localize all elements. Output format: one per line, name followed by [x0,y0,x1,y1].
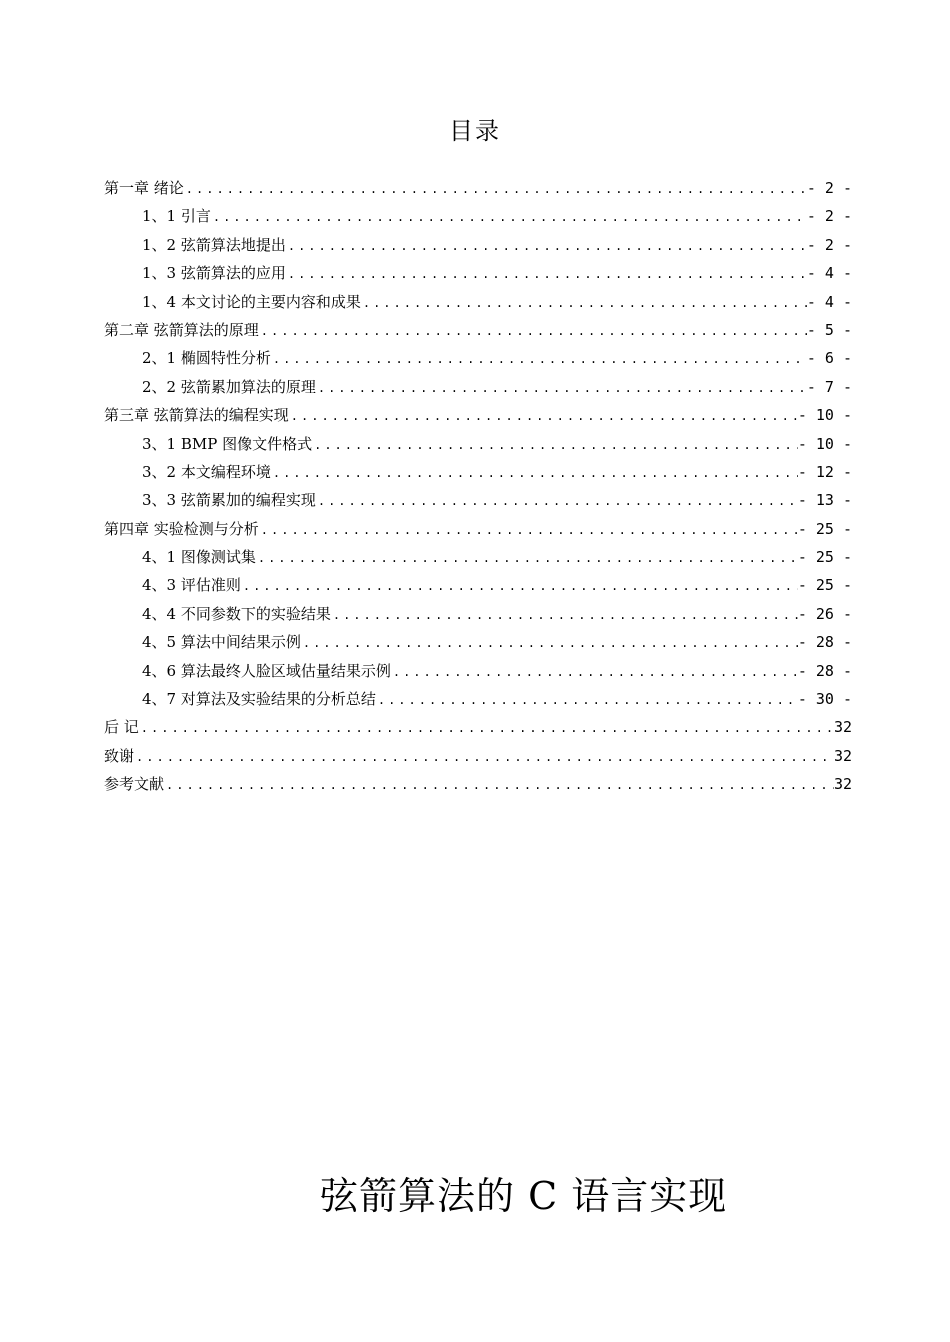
toc-entry-label: 4、3 评估准则 [142,576,241,595]
toc-entry-label: 2、1 椭圆特性分析 [142,349,271,368]
toc-dot-leader [316,374,807,401]
toc-dot-leader [316,487,798,514]
toc-entry[interactable] [104,600,852,628]
toc-page-number: - 28 - [797,633,852,652]
toc-page-number: - 25 - [797,576,852,595]
toc-page-number: - 25 - [797,519,852,538]
toc-entry-label: 第二章 弦箭算法的原理 [104,320,259,339]
toc-entry[interactable] [104,401,852,429]
toc-page-number: - 2 - [806,207,852,226]
toc-entry[interactable] [104,458,852,486]
toc-dot-leader [134,743,834,770]
toc-entry-label: 4、1 图像测试集 [142,548,256,567]
toc-page-number: - 2 - [806,179,852,197]
toc-entry-label: 参考文献 [104,775,165,794]
toc-dot-leader [259,516,798,543]
toc-entry[interactable] [104,713,852,741]
toc-page-number: 32 [833,718,852,737]
toc-entry-label: 1、3 弦箭算法的应用 [142,264,286,283]
toc-page-number: - 10 - [797,406,852,425]
toc-entry-label: 4、6 算法最终人脸区域估量结果示例 [142,661,391,680]
toc-entry[interactable] [104,770,852,798]
toc-page-number: - 2 - [806,235,852,254]
toc-dot-leader [139,714,834,741]
toc-entry-label: 致谢 [104,746,135,765]
toc-entry[interactable] [104,344,852,372]
toc-page-number: - 25 - [797,548,852,567]
toc-dot-leader [259,317,807,344]
toc-dot-leader [286,232,807,259]
toc-dot-leader [184,175,807,202]
toc-dot-leader [361,289,807,316]
toc-entry[interactable] [104,231,852,259]
toc-page-number: - 28 - [797,661,852,680]
toc-heading: 目录 [449,117,501,145]
toc-dot-leader [312,431,798,458]
toc-entry[interactable] [104,288,852,316]
toc-dot-leader [286,260,807,287]
toc-entry-label: 后 记 [104,718,139,737]
toc-page-number: - 4 - [806,264,852,283]
toc-entry[interactable] [104,259,852,287]
toc-entry[interactable] [104,742,852,770]
toc-page-number: - 6 - [806,349,852,368]
toc-dot-leader [376,686,798,713]
toc-entry[interactable] [104,628,852,656]
toc-entry[interactable] [104,543,852,571]
toc-entry-label: 第四章 实验检测与分析 [104,519,259,538]
toc-entry-label: 1、2 弦箭算法地提出 [142,235,286,254]
toc-dot-leader [271,345,807,372]
toc-dot-leader [241,572,798,599]
document-title: 弦箭算法的 C 语言实现 [320,1174,728,1218]
toc-entry-label: 2、2 弦箭累加算法的原理 [142,377,316,396]
toc-entry[interactable] [104,515,852,543]
toc-entry-label: 第三章 弦箭算法的编程实现 [104,406,289,425]
toc-page-number: - 13 - [797,491,852,510]
toc-entry-label: 1、1 引言 [142,207,211,226]
toc-entry[interactable] [104,316,852,344]
toc-entry[interactable] [104,430,852,458]
toc-entry-label: 1、4 本文讨论的主要内容和成果 [142,292,361,311]
toc-dot-leader [164,771,834,798]
toc-page-number: - 30 - [797,690,852,709]
toc-entry[interactable] [104,486,852,514]
toc-page-number: - 10 - [797,434,852,453]
toc-entry[interactable] [104,657,852,685]
toc-entry[interactable] [104,174,852,202]
toc-entry-label: 4、7 对算法及实验结果的分析总结 [142,690,376,709]
toc-page-number: - 12 - [797,462,852,481]
toc-entry-label: 3、3 弦箭累加的编程实现 [142,491,316,510]
toc-page-number: - 5 - [806,320,852,339]
toc-dot-leader [391,658,798,685]
toc-entry-label: 4、5 算法中间结果示例 [142,633,301,652]
toc-dot-leader [301,629,798,656]
toc-entry[interactable] [104,685,852,713]
toc-dot-leader [289,402,798,429]
toc-page-number: - 26 - [797,604,852,623]
toc-page-number: - 4 - [806,292,852,311]
toc-entry-label: 3、2 本文编程环境 [142,462,271,481]
toc-entry[interactable] [104,202,852,230]
toc-entry-label: 第一章 绪论 [104,179,184,197]
toc-page-number: - 7 - [806,377,852,396]
toc-dot-leader [271,459,798,486]
toc-dot-leader [211,203,807,230]
toc-page-number: 32 [833,775,852,794]
toc-entry-label: 4、4 不同参数下的实验结果 [142,604,331,623]
toc-dot-leader [331,601,798,628]
toc-entry[interactable] [104,373,852,401]
toc-dot-leader [256,544,798,571]
toc-entry[interactable] [104,571,852,599]
table-of-contents [104,174,852,799]
toc-entry-label: 3、1 BMP 图像文件格式 [142,434,313,453]
toc-page-number: 32 [833,746,852,765]
